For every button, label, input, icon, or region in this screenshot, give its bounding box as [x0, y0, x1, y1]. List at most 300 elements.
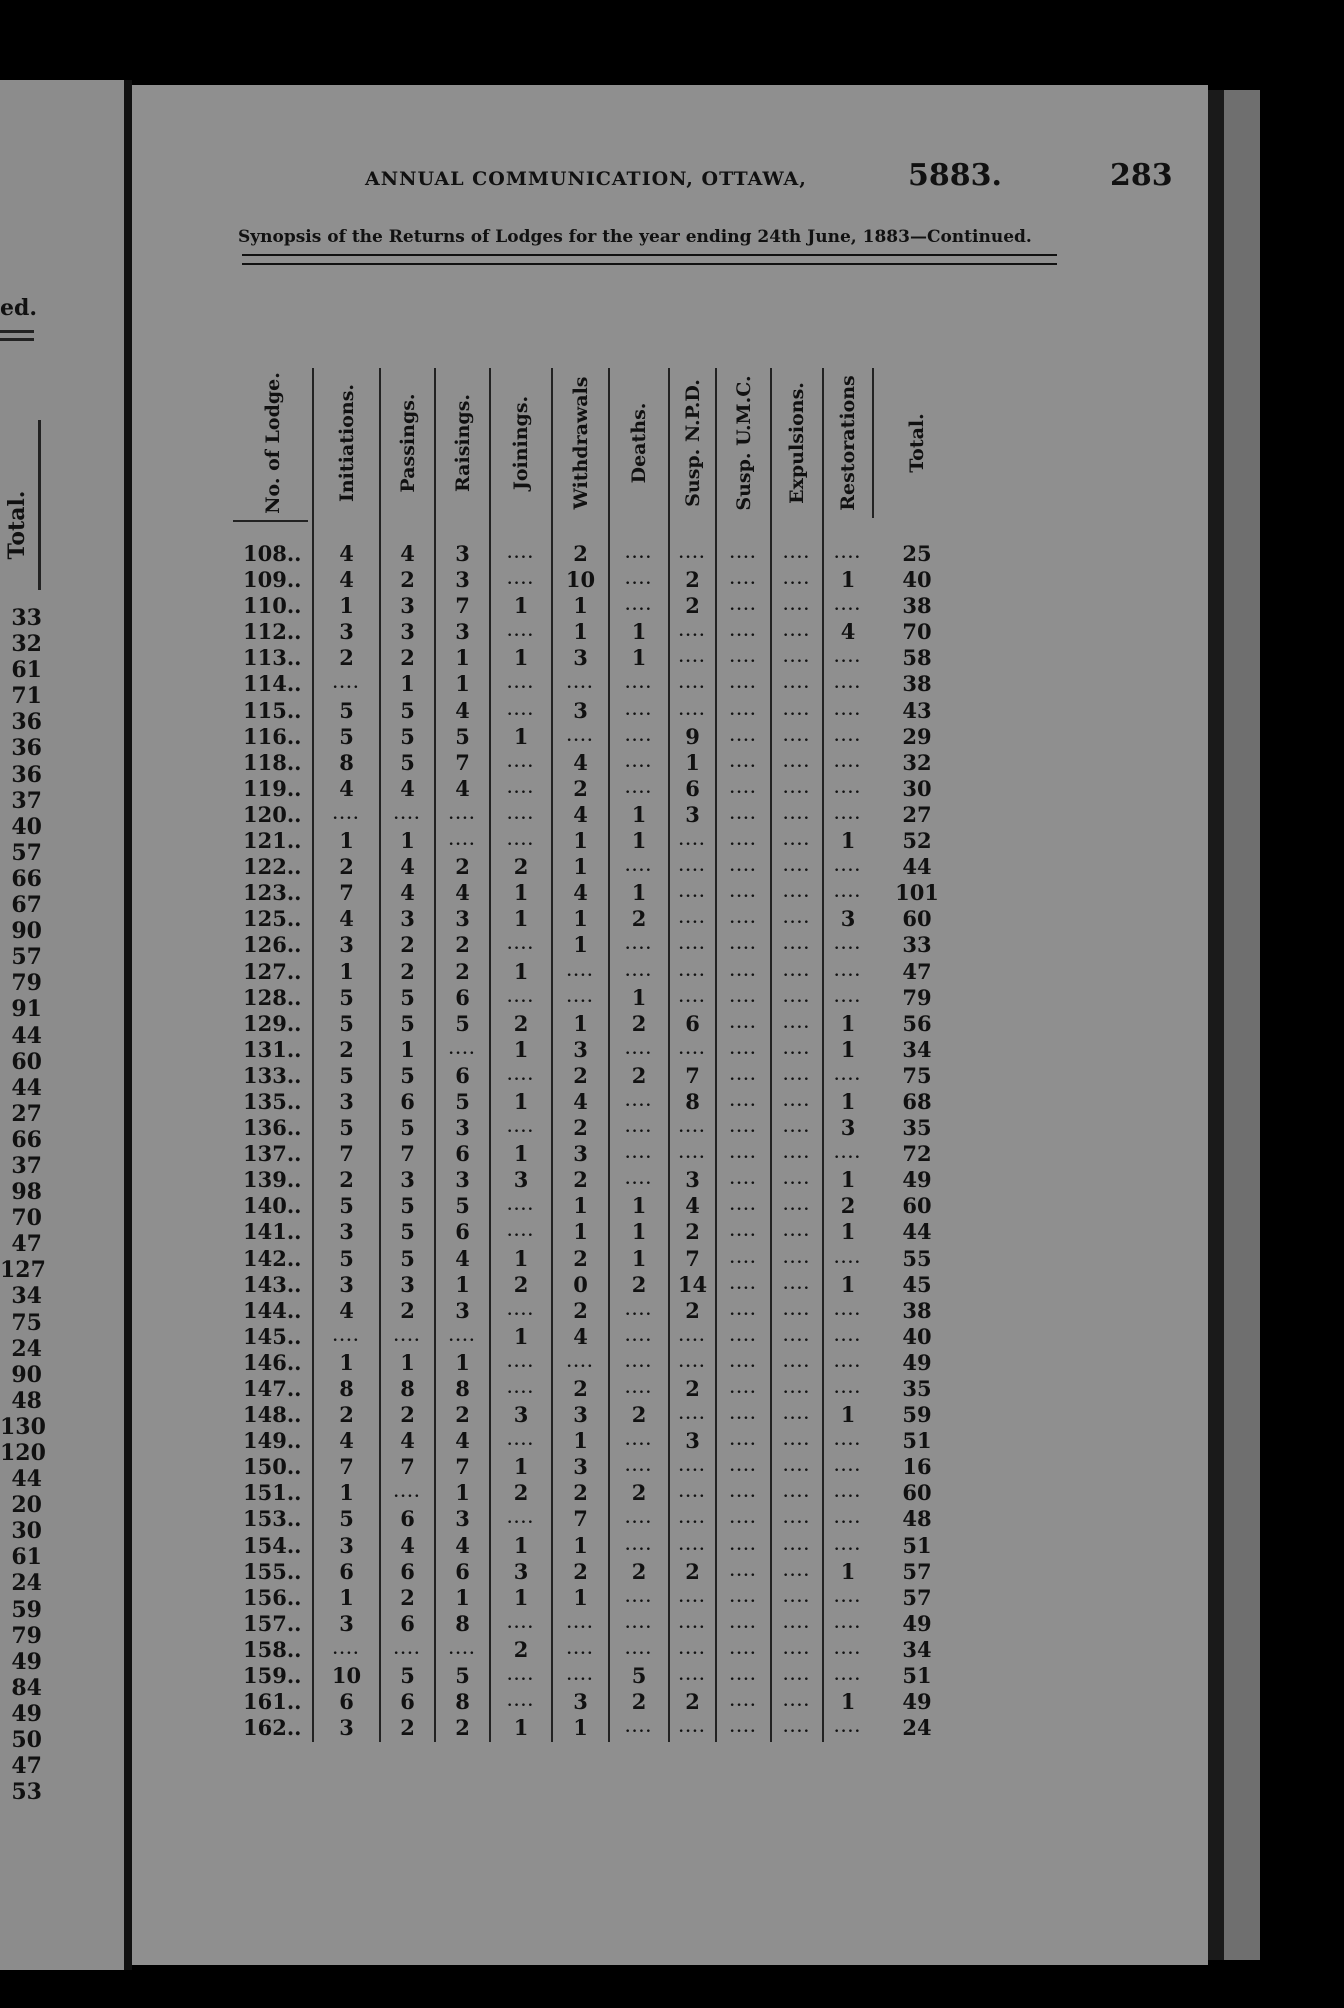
table-cell: 6: [400, 1610, 415, 1636]
table-cell: 3: [455, 906, 470, 932]
table-cell: 5: [339, 1193, 354, 1219]
table-cell: ....: [729, 1276, 758, 1293]
table-cell: ....: [566, 989, 595, 1006]
table-cell: 1: [455, 645, 470, 671]
header-rule: [233, 520, 308, 522]
table-cell: 1: [573, 828, 588, 854]
left-total-value: 61: [11, 657, 42, 684]
left-total-value: 90: [11, 1361, 42, 1388]
table-cell: 3: [573, 645, 588, 671]
table-cell: 110..: [243, 593, 302, 619]
table-cell: ....: [507, 1198, 535, 1215]
table-cell: 125..: [243, 906, 302, 932]
running-title: ANNUAL COMMUNICATION, OTTAWA,: [365, 168, 807, 190]
table-cell: 3: [400, 1271, 415, 1297]
page-number: 283: [1110, 158, 1173, 193]
table-cell: 5: [400, 749, 415, 775]
table-cell: 5: [631, 1663, 647, 1689]
table-cell: 58: [902, 645, 932, 671]
column-initiations: [313, 541, 380, 1741]
caption-rule: [242, 263, 1057, 265]
left-total-value: 61: [11, 1544, 42, 1571]
table-cell: ....: [507, 1615, 535, 1632]
table-cell: 56: [902, 1010, 932, 1036]
table-cell: ....: [332, 806, 361, 823]
table-cell: ....: [729, 1433, 758, 1450]
left-total-value: 57: [11, 839, 42, 866]
table-cell: 2: [631, 1010, 647, 1036]
table-cell: ....: [625, 1093, 653, 1110]
table-cell: ....: [625, 780, 653, 797]
table-cell: ....: [678, 650, 707, 667]
table-cell: ....: [834, 859, 862, 876]
table-cell: 6: [400, 1558, 415, 1584]
left-total-value: 130: [0, 1413, 46, 1440]
table-cell: ....: [834, 546, 862, 562]
table-cell: 2: [573, 1062, 588, 1088]
table-cell: 7: [339, 880, 354, 906]
column-header-raisings: Raisings.: [451, 393, 474, 493]
table-cell: ....: [625, 1641, 653, 1658]
table-cell: ....: [448, 1328, 477, 1345]
table-cell: 3: [455, 1297, 470, 1323]
table-cell: 1: [631, 1193, 647, 1219]
table-cell: ....: [678, 937, 707, 954]
table-cell: 29: [902, 723, 932, 749]
table-cell: 2: [400, 932, 415, 958]
table-cell: 126..: [243, 932, 302, 958]
table-cell: 4: [573, 749, 588, 775]
table-cell: 3: [339, 932, 354, 958]
left-total-value: 57: [11, 944, 42, 971]
table-cell: 2: [840, 1193, 856, 1219]
table-cell: ....: [834, 1668, 862, 1685]
table-cell: ....: [507, 572, 535, 589]
table-cell: 2: [631, 1062, 647, 1088]
table-cell: ....: [729, 1041, 758, 1058]
table-cell: 131..: [243, 1036, 302, 1062]
table-cell: 1: [685, 749, 700, 775]
table-cell: 2: [631, 906, 647, 932]
table-cell: ....: [783, 1459, 811, 1476]
table-cell: ....: [783, 624, 811, 641]
table-cell: ....: [834, 1720, 862, 1737]
table-cell: 1: [573, 932, 588, 958]
table-cell: 49: [902, 1610, 932, 1636]
table-cell: 1: [573, 619, 588, 645]
table-cell: 3: [513, 1167, 529, 1193]
table-cell: ....: [783, 1250, 811, 1267]
table-cell: ....: [783, 1563, 811, 1580]
table-cell: ....: [678, 833, 707, 850]
table-cell: ....: [834, 1328, 862, 1345]
column-header-susp-umc: Susp. U.M.C.: [732, 375, 755, 511]
table-cell: 5: [455, 723, 470, 749]
table-cell: ....: [783, 728, 811, 745]
table-cell: 5: [455, 1193, 470, 1219]
left-total-value: 40: [11, 813, 42, 840]
table-cell: 35: [902, 1115, 932, 1141]
table-cell: 2: [631, 1271, 647, 1297]
table-cell: 10: [331, 1663, 362, 1689]
table-cell: 3: [339, 1715, 354, 1741]
table-cell: ....: [507, 1511, 535, 1528]
left-total-value: 84: [11, 1674, 42, 1701]
left-total-value: 20: [11, 1492, 42, 1519]
table-cell: 2: [455, 1402, 470, 1428]
table-cell: 6: [400, 1088, 415, 1114]
table-cell: ....: [783, 780, 811, 797]
table-cell: ....: [729, 1302, 758, 1319]
left-header-fragment: ed.: [0, 295, 38, 321]
table-cell: 2: [455, 854, 470, 880]
table-cell: 79: [902, 984, 932, 1010]
table-cell: ....: [566, 676, 595, 693]
table-cell: 38: [902, 593, 932, 619]
table-cell: ....: [729, 1067, 758, 1084]
table-cell: ....: [678, 859, 707, 876]
table-cell: 4: [400, 880, 415, 906]
table-cell: 60: [902, 906, 932, 932]
table-cell: ....: [783, 1433, 811, 1450]
table-cell: ....: [834, 1459, 862, 1476]
table-cell: 2: [339, 1402, 354, 1428]
left-total-value: 60: [11, 1048, 42, 1075]
page-gutter: [124, 80, 132, 1970]
table-cell: 4: [400, 854, 415, 880]
column-susp-npd: [669, 541, 716, 1741]
table-cell: ....: [678, 1459, 707, 1476]
table-cell: ....: [834, 702, 862, 719]
table-cell: ....: [678, 1146, 707, 1163]
table-cell: ....: [834, 1641, 862, 1658]
left-total-value: 32: [11, 631, 42, 658]
table-cell: ....: [783, 1224, 811, 1241]
table-cell: 148..: [243, 1402, 302, 1428]
table-cell: 6: [455, 1141, 470, 1167]
table-cell: ....: [783, 937, 811, 954]
table-cell: ....: [678, 1354, 707, 1371]
table-cell: 3: [685, 1428, 700, 1454]
left-total-value: 44: [11, 1074, 42, 1101]
left-total-value: 34: [11, 1283, 42, 1310]
table-cell: 1: [513, 723, 529, 749]
table-caption: Synopsis of the Returns of Lodges for the year ending 24th June, 1883—Continued.: [238, 227, 1032, 247]
table-cell: 127..: [243, 958, 302, 984]
table-cell: 2: [685, 1297, 700, 1323]
table-cell: ....: [729, 963, 758, 980]
table-cell: ....: [678, 1589, 707, 1606]
table-cell: ....: [678, 676, 707, 693]
table-cell: 3: [400, 906, 415, 932]
left-total-value: 59: [11, 1596, 42, 1623]
table-cell: 2: [685, 1376, 700, 1401]
table-cell: 5: [400, 1245, 415, 1271]
table-cell: ....: [625, 1302, 653, 1319]
table-cell: 128..: [243, 984, 302, 1010]
page-edge: [1208, 90, 1224, 1960]
table-cell: 3: [685, 801, 700, 827]
table-cell: ....: [783, 1537, 811, 1554]
table-cell: ....: [783, 1328, 811, 1345]
table-cell: ....: [783, 676, 811, 693]
table-cell: ....: [678, 1328, 707, 1345]
table-cell: 8: [339, 1376, 354, 1401]
table-cell: 3: [400, 593, 415, 619]
table-cell: ....: [729, 885, 758, 902]
table-cell: ....: [448, 806, 477, 823]
left-total-value: 36: [11, 761, 42, 788]
table-cell: 2: [573, 775, 588, 801]
table-cell: 154..: [243, 1532, 302, 1558]
table-cell: 3: [513, 1558, 529, 1584]
table-cell: 162..: [243, 1715, 302, 1741]
table-cell: 5: [455, 1010, 470, 1036]
table-cell: 4: [339, 567, 354, 593]
left-total-value: 47: [11, 1753, 42, 1780]
table-cell: 2: [631, 1689, 647, 1715]
table-cell: ....: [729, 754, 758, 771]
table-cell: ....: [783, 1093, 811, 1110]
table-cell: 1: [573, 854, 588, 880]
table-cell: ....: [507, 780, 535, 797]
table-cell: 1: [513, 645, 529, 671]
table-cell: ....: [678, 1668, 707, 1685]
table-cell: 75: [902, 1062, 932, 1088]
table-cell: 72: [902, 1141, 932, 1167]
table-cell: 5: [339, 1245, 354, 1271]
table-cell: 157..: [243, 1610, 302, 1636]
table-cell: ....: [783, 1381, 811, 1397]
table-cell: 149..: [243, 1428, 302, 1454]
table-cell: 1: [573, 593, 588, 619]
table-cell: ....: [834, 1146, 862, 1163]
table-cell: 3: [339, 619, 354, 645]
table-cell: 4: [339, 541, 354, 566]
table-cell: ....: [834, 676, 862, 693]
left-total-value: 79: [11, 970, 42, 997]
table-cell: ....: [678, 885, 707, 902]
table-cell: 135..: [243, 1088, 302, 1114]
table-cell: 2: [573, 1297, 588, 1323]
table-cell: ....: [729, 1093, 758, 1110]
table-cell: 109..: [243, 567, 302, 593]
table-cell: ....: [783, 650, 811, 667]
table-cell: ....: [729, 1720, 758, 1737]
table-cell: 4: [573, 801, 588, 827]
table-cell: ....: [783, 754, 811, 771]
left-total-value: 47: [11, 1231, 42, 1258]
table-cell: 3: [455, 1506, 470, 1532]
table-cell: 3: [573, 1141, 588, 1167]
table-cell: ....: [834, 989, 862, 1006]
table-cell: 1: [631, 619, 647, 645]
table-cell: 7: [685, 1245, 700, 1271]
table-cell: ....: [729, 1563, 758, 1580]
column-header-total: Total.: [906, 413, 928, 473]
table-cell: 1: [573, 1584, 588, 1610]
table-cell: ....: [834, 1615, 862, 1632]
table-cell: 4: [455, 880, 470, 906]
table-cell: 1: [631, 984, 647, 1010]
table-cell: 0: [573, 1271, 588, 1297]
table-cell: 2: [573, 1115, 588, 1141]
table-cell: 44: [902, 854, 932, 880]
table-cell: ....: [393, 1641, 422, 1658]
table-cell: ....: [678, 546, 707, 562]
table-cell: 38: [902, 1297, 932, 1323]
table-cell: 4: [573, 1088, 588, 1114]
table-cell: 4: [455, 697, 470, 723]
table-cell: ....: [678, 1120, 707, 1137]
table-cell: ....: [625, 1433, 653, 1450]
table-cell: 2: [513, 1271, 529, 1297]
table-cell: 3: [573, 1689, 588, 1715]
table-cell: 1: [840, 1271, 856, 1297]
table-cell: 1: [631, 801, 647, 827]
table-cell: ....: [625, 1354, 653, 1371]
table-cell: ....: [834, 963, 862, 980]
column-header-passings: Passings.: [396, 393, 419, 493]
table-cell: 9: [685, 723, 700, 749]
table-cell: ....: [507, 624, 535, 641]
table-cell: 1: [631, 828, 647, 854]
table-cell: 4: [339, 775, 354, 801]
table-cell: ....: [729, 1354, 758, 1371]
table-cell: ....: [834, 1354, 862, 1371]
table-cell: 3: [400, 619, 415, 645]
column-deaths: [609, 541, 669, 1741]
caption-rule: [242, 254, 1057, 256]
table-cell: ....: [625, 676, 653, 693]
table-cell: 2: [685, 1558, 700, 1584]
table-cell: 2: [455, 932, 470, 958]
table-cell: 5: [400, 1115, 415, 1141]
table-cell: 4: [400, 1428, 415, 1454]
table-cell: 6: [455, 1558, 470, 1584]
table-cell: 55: [902, 1245, 932, 1271]
table-cell: ....: [678, 702, 707, 719]
table-cell: ....: [625, 1720, 653, 1737]
column-header-withdrawals: Withdrawals: [569, 376, 592, 510]
table-cell: 159..: [243, 1663, 302, 1689]
table-cell: 3: [455, 541, 470, 566]
table-cell: ....: [332, 1328, 361, 1345]
table-cell: 2: [573, 541, 588, 566]
table-cell: ....: [625, 572, 653, 589]
table-cell: ....: [783, 1485, 811, 1502]
table-cell: ....: [729, 833, 758, 850]
table-cell: 1: [339, 958, 354, 984]
table-cell: 1: [400, 671, 415, 697]
table-cell: ....: [507, 1067, 535, 1084]
table-cell: ....: [834, 1381, 862, 1397]
table-cell: ....: [566, 1615, 595, 1632]
table-cell: ....: [566, 728, 595, 745]
table-cell: 2: [631, 1480, 647, 1506]
table-cell: 3: [573, 697, 588, 723]
table-cell: ....: [783, 963, 811, 980]
table-cell: 1: [573, 1532, 588, 1558]
left-total-value: 67: [11, 892, 42, 919]
table-cell: 1: [840, 1088, 856, 1114]
table-cell: ....: [783, 1615, 811, 1632]
table-cell: 108..: [243, 541, 302, 566]
table-cell: 2: [339, 854, 354, 880]
table-cell: 16: [902, 1454, 932, 1480]
table-cell: ....: [729, 1537, 758, 1554]
table-cell: ....: [783, 1172, 811, 1189]
table-cell: ....: [625, 1615, 653, 1632]
table-cell: 5: [339, 1506, 354, 1532]
left-total-value: 49: [11, 1700, 42, 1727]
table-cell: 1: [339, 1584, 354, 1610]
table-cell: 4: [573, 880, 588, 906]
table-cell: ....: [783, 806, 811, 823]
left-total-value: 98: [11, 1179, 42, 1206]
table-cell: ....: [834, 806, 862, 823]
table-cell: ....: [566, 1668, 595, 1685]
table-cell: 1: [573, 1219, 588, 1245]
table-cell: 1: [513, 1088, 529, 1114]
table-cell: 4: [400, 775, 415, 801]
table-cell: 8: [455, 1376, 470, 1401]
table-cell: 38: [902, 671, 932, 697]
left-total-value: 91: [11, 996, 42, 1023]
left-total-value: 53: [11, 1779, 42, 1806]
table-cell: ....: [332, 676, 361, 693]
table-cell: 8: [685, 1088, 700, 1114]
table-cell: 8: [400, 1376, 415, 1401]
table-cell: 2: [339, 1167, 354, 1193]
table-cell: 2: [400, 1584, 415, 1610]
table-cell: ....: [625, 546, 653, 562]
left-total-value: 48: [11, 1387, 42, 1414]
table-cell: 2: [400, 1715, 415, 1741]
table-cell: 2: [573, 1376, 588, 1401]
table-cell: ....: [834, 1485, 862, 1502]
column-header-deaths: Deaths.: [628, 402, 650, 484]
table-cell: 137..: [243, 1141, 302, 1167]
table-cell: 40: [902, 567, 932, 593]
table-cell: ....: [783, 1120, 811, 1137]
table-cell: ....: [625, 963, 653, 980]
table-cell: ....: [783, 1067, 811, 1084]
table-cell: 1: [573, 1715, 588, 1741]
table-cell: ....: [507, 676, 535, 693]
table-cell: 1: [339, 828, 354, 854]
running-header: [230, 158, 1173, 198]
table-cell: 7: [400, 1141, 415, 1167]
table-cell: 1: [513, 593, 529, 619]
table-cell: 116..: [243, 723, 302, 749]
table-cell: 1: [455, 1349, 470, 1375]
left-total-value: 30: [11, 1518, 42, 1545]
table-cell: 7: [339, 1141, 354, 1167]
table-cell: 1: [455, 1271, 470, 1297]
table-cell: 114..: [243, 671, 302, 697]
left-rule: [0, 330, 34, 333]
table-cell: ....: [507, 1120, 535, 1137]
table-cell: 1: [840, 1558, 856, 1584]
table-cell: ....: [625, 1459, 653, 1476]
table-cell: 1: [840, 1167, 856, 1193]
table-cell: ....: [729, 624, 758, 641]
left-total-value: 49: [11, 1648, 42, 1675]
table-cell: ....: [783, 885, 811, 902]
table-cell: ....: [729, 1381, 758, 1397]
table-cell: 3: [339, 1088, 354, 1114]
